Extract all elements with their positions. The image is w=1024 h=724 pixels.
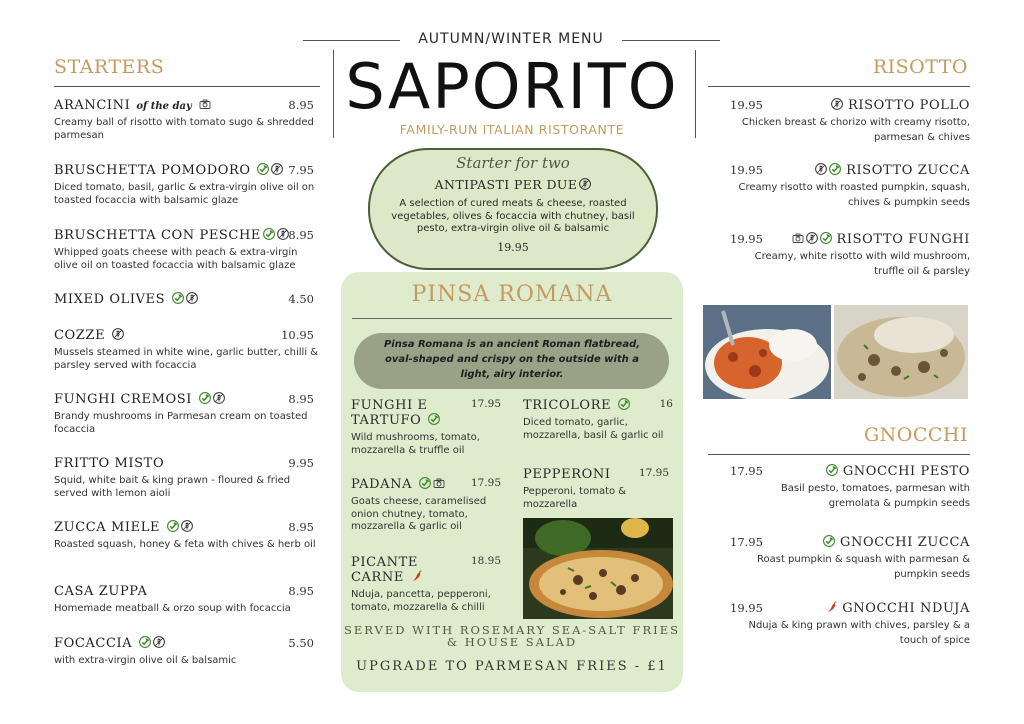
risotto-item-zucca xyxy=(730,163,970,210)
item-name: RISOTTO ZUCCA xyxy=(846,163,970,178)
item-name: COZZE xyxy=(54,328,106,343)
menu-item-mixed-olives xyxy=(54,292,320,307)
gluten-free-icon xyxy=(181,520,193,532)
item-name: BRUSCHETTA POMODORO xyxy=(54,163,251,178)
item-description: Creamy risotto with roasted pumpkin, squash, chives & pumpkin seeds xyxy=(738,182,970,208)
gluten-free-icon xyxy=(213,392,225,404)
item-name: PADANA xyxy=(351,477,413,492)
risotto-heading: RISOTTO xyxy=(872,56,968,78)
antipasti-title xyxy=(368,177,658,192)
item-name: GNOCCHI NDUJA xyxy=(842,601,970,616)
item-name: MIXED OLIVES xyxy=(54,292,166,307)
item-name: BRUSCHETTA CON PESCHE xyxy=(54,228,261,243)
item-description: Nduja, pancetta, pepperoni, tomato, mozzarella & chilli xyxy=(351,589,491,613)
item-price: 17.95 xyxy=(730,464,763,478)
camera-icon xyxy=(199,98,211,110)
item-price: 19.95 xyxy=(730,98,763,112)
pinsa-served-note: SERVED WITH ROSEMARY SEA-SALT FRIES & HOUSE SALAD xyxy=(344,623,680,649)
vegan-icon xyxy=(829,163,841,175)
pinsa-item-tricolore xyxy=(523,398,673,442)
item-price: 8.95 xyxy=(288,98,314,112)
chilli-icon xyxy=(826,601,838,613)
item-name: ANTIPASTI PER DUE xyxy=(434,177,578,192)
item-description: Roasted squash, honey & feta with chives & herb oil xyxy=(54,539,316,550)
item-description: Creamy ball of risotto with tomato sugo & shredded parmesan xyxy=(54,117,314,141)
item-description: Mussels steamed in white wine, garlic butter, chilli & parsley served with focaccia xyxy=(54,347,319,371)
gnocchi-item-nduja xyxy=(730,601,970,648)
header-rule-right xyxy=(622,40,720,41)
gluten-free-icon xyxy=(153,636,165,648)
item-price: 4.50 xyxy=(288,292,314,306)
menu-item-bruschetta-con-pesche xyxy=(54,228,320,272)
item-price: 5.50 xyxy=(288,636,314,650)
item-name: PICANTE CARNE xyxy=(351,555,418,585)
item-price: 18.95 xyxy=(470,555,501,567)
vegan-icon xyxy=(139,636,151,648)
item-name: RISOTTO POLLO xyxy=(848,98,970,113)
restaurant-title: SAPORITO xyxy=(345,50,679,123)
vegan-icon xyxy=(199,392,211,404)
item-name: FUNGHI E TARTUFO xyxy=(351,398,428,428)
item-price: 17.95 xyxy=(470,477,501,489)
item-description: Squid, white bait & king prawn - floured & fried served with lemon aioli xyxy=(54,475,291,499)
vegan-icon xyxy=(257,163,269,175)
item-name: ZUCCA MIELE xyxy=(54,520,161,535)
item-name: GNOCCHI PESTO xyxy=(842,464,970,479)
vegan-icon xyxy=(263,228,275,240)
header-divider-right xyxy=(695,50,696,138)
item-description: Diced tomato, garlic, mozzarella, basil & garlic oil xyxy=(523,417,664,441)
gluten-free-icon xyxy=(186,292,198,304)
menu-item-casa-zuppa xyxy=(54,584,320,615)
item-name: FUNGHI CREMOSI xyxy=(54,392,192,407)
item-name: FOCACCIA xyxy=(54,636,133,651)
item-name: GNOCCHI ZUCCA xyxy=(840,535,970,550)
antipasti-price: 19.95 xyxy=(497,241,529,254)
item-description: Whipped goats cheese with peach & extra-virgin olive oil on toasted focaccia with balsamic glaze xyxy=(54,247,298,271)
item-price: 17.95 xyxy=(730,535,763,549)
item-price: 8.95 xyxy=(288,228,314,242)
pinsa-photo xyxy=(523,518,673,619)
camera-icon xyxy=(792,232,804,244)
item-name: FRITTO MISTO xyxy=(54,456,165,471)
item-description: Basil pesto, tomatoes, parmesan with gremolata & pumpkin seeds xyxy=(780,483,970,509)
menu-item-fritto-misto xyxy=(54,456,320,500)
risotto-photo-pollo xyxy=(703,305,831,399)
vegan-icon xyxy=(826,464,838,476)
item-price: 16 xyxy=(659,398,673,410)
item-price: 19.95 xyxy=(730,163,763,177)
item-description: Wild mushrooms, tomato, mozzarella & truffle oil xyxy=(351,432,480,456)
gluten-free-icon xyxy=(579,178,591,190)
chilli-icon xyxy=(411,570,423,582)
header-divider-left xyxy=(333,50,334,138)
pinsa-item-funghi-e-tartufo xyxy=(351,398,503,457)
gluten-free-icon xyxy=(271,163,283,175)
item-price: 8.95 xyxy=(288,392,314,406)
gnocchi-item-pesto xyxy=(730,464,970,511)
menu-item-focaccia xyxy=(54,636,320,667)
vegan-icon xyxy=(419,477,431,489)
item-subtitle: of the day xyxy=(136,101,192,112)
gluten-free-icon xyxy=(831,98,843,110)
vegan-icon xyxy=(172,292,184,304)
vegan-icon xyxy=(618,398,630,410)
item-price: 7.95 xyxy=(288,163,314,177)
antipasti-description: A selection of cured meats & cheese, roasted vegetables, olives & focaccia with chutney, basil pesto, extra-virgin olive oil & balsamic xyxy=(391,198,635,234)
menu-item-cozze xyxy=(54,328,320,372)
item-description: Roast pumpkin & squash with parmesan & pumpkin seeds xyxy=(757,554,970,580)
item-price: 17.95 xyxy=(638,467,669,479)
item-name: RISOTTO FUNGHI xyxy=(836,232,970,247)
vegan-icon xyxy=(428,413,440,425)
item-description: Homemade meatball & orzo soup with focaccia xyxy=(54,603,291,614)
item-price: 19.95 xyxy=(730,601,763,615)
item-description: Brandy mushrooms in Parmesan cream on toasted focaccia xyxy=(54,411,308,435)
item-description: Diced tomato, basil, garlic & extra-virgin olive oil on toasted focaccia with balsamic glaze xyxy=(54,182,315,206)
item-price: 19.95 xyxy=(730,232,763,246)
menu-subtitle: AUTUMN/WINTER MENU xyxy=(418,31,604,47)
gluten-free-icon xyxy=(815,163,827,175)
item-description: Nduja & king prawn with chives, parsley & a touch of spice xyxy=(748,620,970,646)
item-price: 17.95 xyxy=(470,398,501,410)
header-rule-left xyxy=(303,40,400,41)
item-price: 8.95 xyxy=(288,520,314,534)
risotto-photo-funghi xyxy=(834,305,968,399)
item-price: 10.95 xyxy=(281,328,314,342)
gluten-free-icon xyxy=(277,228,289,240)
item-name: TRICOLORE xyxy=(523,398,612,413)
pinsa-upgrade-note: UPGRADE TO PARMESAN FRIES - £1 xyxy=(356,659,668,674)
risotto-item-funghi xyxy=(730,232,970,279)
item-description: Pepperoni, tomato & mozzarella xyxy=(523,486,627,510)
item-name: CASA ZUPPA xyxy=(54,584,148,599)
item-description: Goats cheese, caramelised onion chutney, tomato, mozzarella & garlic oil xyxy=(351,496,487,532)
item-description: Chicken breast & chorizo with creamy risotto, parmesan & chives xyxy=(741,117,970,143)
risotto-item-pollo xyxy=(730,98,970,145)
menu-item-funghi-cremosi xyxy=(54,392,320,436)
pinsa-intro: Pinsa Romana is an ancient Roman flatbread, oval-shaped and crispy on the outside with a light, airy interior. xyxy=(383,339,641,380)
menu-item-zucca-miele xyxy=(54,520,320,551)
gluten-free-icon xyxy=(806,232,818,244)
restaurant-tagline: FAMILY-RUN ITALIAN RISTORANTE xyxy=(399,122,625,137)
vegan-icon xyxy=(820,232,832,244)
gnocchi-rule xyxy=(708,454,970,455)
pinsa-item-pepperoni xyxy=(523,467,673,511)
risotto-rule xyxy=(708,86,970,87)
vegan-icon xyxy=(167,520,179,532)
pinsa-item-padana xyxy=(351,477,503,534)
starters-rule xyxy=(54,86,320,87)
menu-item-arancini xyxy=(54,98,320,142)
menu-item-bruschetta-pomodoro xyxy=(54,163,320,207)
item-price: 9.95 xyxy=(288,456,314,470)
pinsa-heading: PINSA ROMANA xyxy=(411,282,613,307)
pinsa-item-picante-carne xyxy=(351,555,503,614)
gnocchi-item-zucca xyxy=(730,535,970,582)
item-description: with extra-virgin olive oil & balsamic xyxy=(54,655,237,666)
pinsa-rule xyxy=(352,318,672,319)
item-name: ARANCINI xyxy=(54,98,131,113)
item-price: 8.95 xyxy=(288,584,314,598)
item-description: Creamy, white risotto with wild mushroom, truffle oil & parsley xyxy=(754,251,970,277)
vegan-icon xyxy=(823,535,835,547)
camera-icon xyxy=(433,477,445,489)
starters-heading: STARTERS xyxy=(54,56,165,78)
starter-for-two-script: Starter for two xyxy=(456,154,570,172)
gluten-free-icon xyxy=(112,328,124,340)
gnocchi-heading: GNOCCHI xyxy=(863,424,968,446)
item-name: PEPPERONI xyxy=(523,467,611,482)
